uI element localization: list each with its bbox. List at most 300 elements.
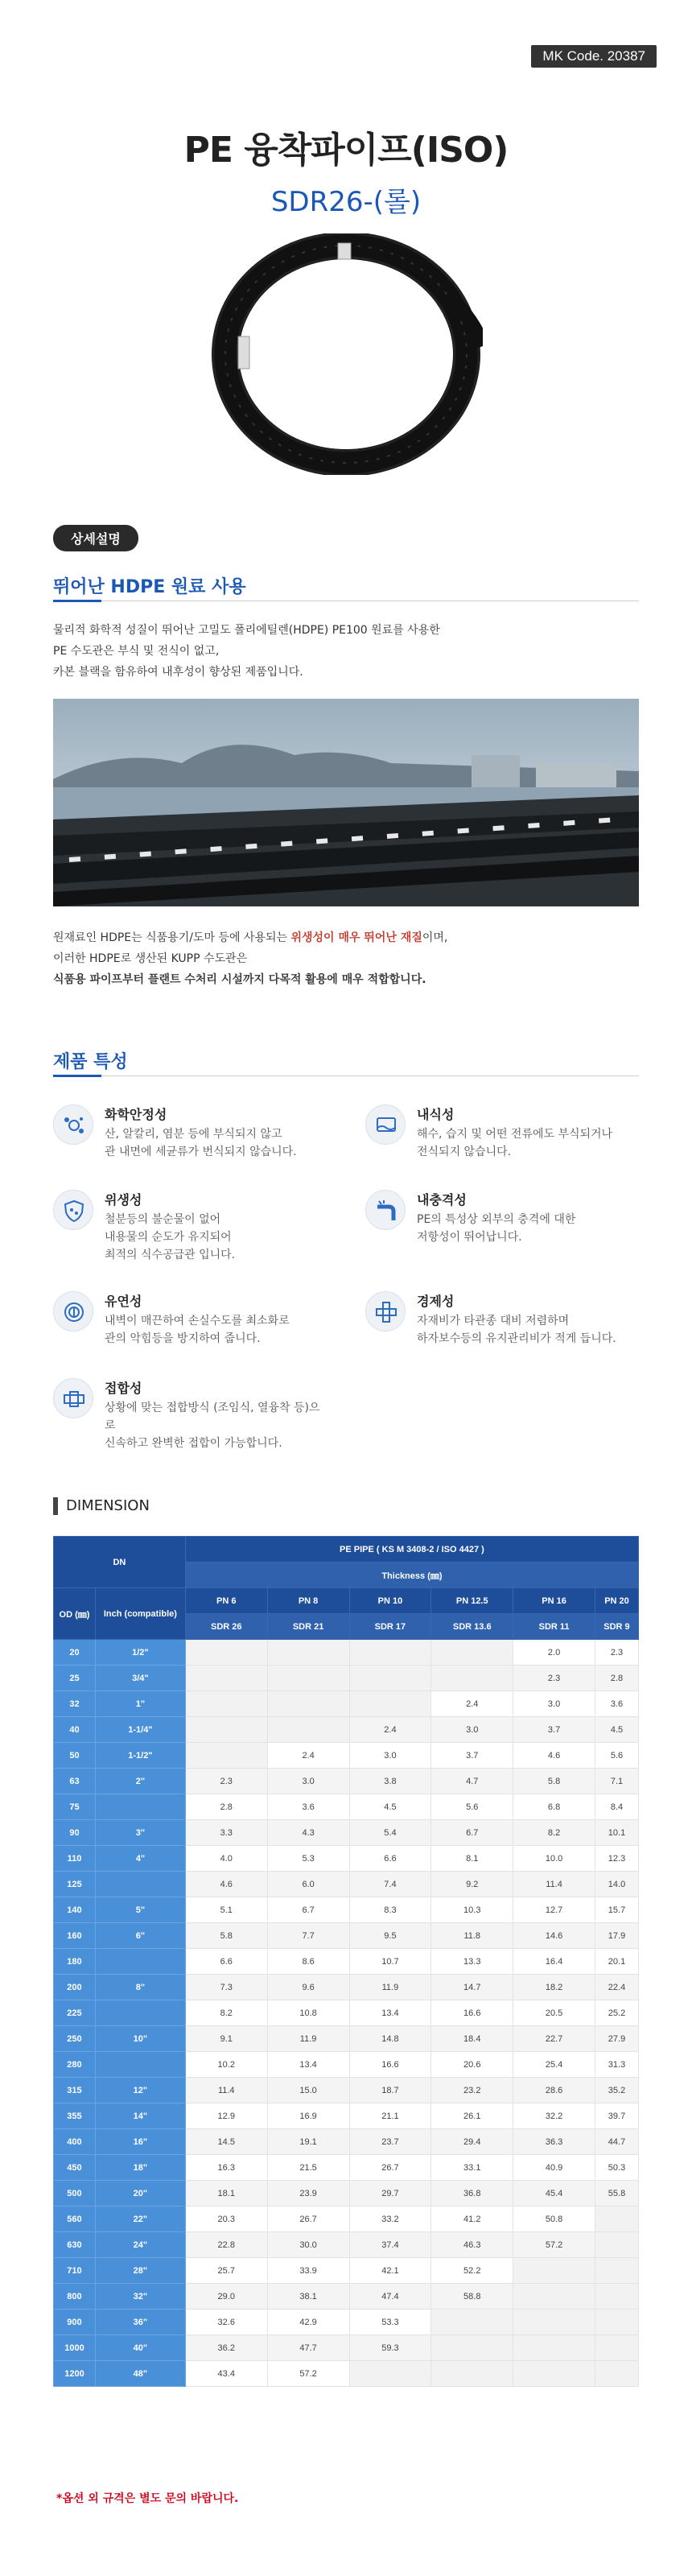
para2-highlight: 위생성이 매우 뛰어난 재질 [290,931,422,944]
feature-line: 신속하고 완벽한 접합이 가능합니다. [105,1437,282,1450]
thickness-cell [431,1640,513,1666]
sdr-header: SDR 11 [513,1614,595,1640]
table-row [54,1820,639,1846]
thickness-cell: 22.7 [513,2026,595,2052]
thickness-cell: 32.6 [185,2310,267,2335]
thickness-cell: 58.8 [431,2284,513,2310]
feature-desc [105,1125,330,1161]
thickness-cell: 9.5 [349,1923,431,1949]
od-cell: 90 [54,1820,96,1846]
od-cell: 630 [54,2232,96,2258]
thickness-cell: 14.6 [513,1923,595,1949]
pn-header: PN 16 [513,1588,595,1614]
sdr-header: SDR 26 [185,1614,267,1640]
thickness-cell: 10.8 [267,2000,349,2026]
detail-paragraph-2 [53,927,447,990]
thickness-cell: 35.2 [595,2078,638,2103]
thickness-cell: 43.4 [185,2361,267,2387]
thickness-cell: 22.4 [595,1975,638,2000]
sdr-header: SDR 13.6 [431,1614,513,1640]
feature-desc [105,1399,330,1452]
feature-desc [105,1211,330,1264]
inch-cell: 6" [95,1923,185,1949]
thickness-cell [595,2284,638,2310]
od-cell: 110 [54,1846,96,1872]
para2-line-3: 식품용 파이프부터 플랜트 수처리 시설까지 다목적 활용에 매우 적합합니다. [53,973,426,986]
thickness-cell: 3.6 [267,1794,349,1820]
thickness-cell [431,2361,513,2387]
inch-cell [95,2000,185,2026]
thickness-cell: 9.2 [431,1872,513,1897]
feature-item [53,1190,327,1262]
od-cell: 125 [54,1872,96,1897]
thickness-cell: 15.7 [595,1897,638,1923]
pn-header: PN 12.5 [431,1588,513,1614]
pipe-impact-icon [365,1190,406,1230]
table-row [54,2232,639,2258]
od-cell: 63 [54,1769,96,1794]
thickness-cell [185,1640,267,1666]
inch-cell: 40" [95,2335,185,2361]
od-cell: 225 [54,2000,96,2026]
thickness-cell: 3.0 [349,1743,431,1769]
thickness-cell: 3.0 [431,1717,513,1743]
thickness-cell: 42.9 [267,2310,349,2335]
thickness-cell: 18.2 [513,1975,595,2000]
economy-icon [365,1291,406,1331]
thickness-cell [349,1666,431,1691]
detail-heading: 뛰어난 HDPE 원료 사용 [53,577,246,597]
thickness-cell: 22.8 [185,2232,267,2258]
thickness-cell: 26.7 [349,2155,431,2181]
feature-item [53,1104,327,1177]
inch-cell: 32" [95,2284,185,2310]
od-cell: 450 [54,2155,96,2181]
od-cell: 280 [54,2052,96,2078]
thickness-cell: 23.9 [267,2181,349,2207]
inch-cell: 24" [95,2232,185,2258]
thickness-cell: 50.3 [595,2155,638,2181]
detail-badge: 상세설명 [53,525,138,551]
thickness-cell: 32.2 [513,2103,595,2129]
thickness-cell: 57.2 [513,2232,595,2258]
table-row [54,1897,639,1923]
divider-accent [53,1075,101,1077]
od-cell: 200 [54,1975,96,2000]
inch-cell: 2" [95,1769,185,1794]
feature-line: 산, 알칼리, 염분 등에 부식되지 않고 [105,1128,282,1141]
inch-cell [95,2052,185,2078]
thickness-cell: 4.6 [185,1872,267,1897]
thickness-cell: 7.1 [595,1769,638,1794]
thickness-cell: 18.4 [431,2026,513,2052]
divider [53,1075,639,1076]
inch-cell: 22" [95,2207,185,2232]
thickness-cell [185,1666,267,1691]
thickness-cell [595,2258,638,2284]
thickness-cell: 47.7 [267,2335,349,2361]
feature-line: PE의 특성상 외부의 충격에 대한 [417,1213,576,1226]
thickness-cell: 33.1 [431,2155,513,2181]
feature-line: 관 내면에 세균류가 번식되지 않습니다. [105,1146,297,1158]
thickness-cell: 5.3 [267,1846,349,1872]
table-row [54,2258,639,2284]
thickness-cell: 8.2 [513,1820,595,1846]
feature-title: 내충격성 [417,1192,467,1208]
table-row [54,2310,639,2335]
feature-desc [417,1211,642,1246]
harbor-pipe-photo [53,699,639,906]
feature-line: 내용물의 순도가 유지되어 [105,1231,232,1244]
dimension-table [53,1536,639,2387]
thickness-cell: 19.1 [267,2129,349,2155]
od-cell: 160 [54,1923,96,1949]
table-row [54,2207,639,2232]
thickness-cell: 42.1 [349,2258,431,2284]
feature-line: 철분등의 불순물이 없어 [105,1213,221,1226]
inch-cell: 28" [95,2258,185,2284]
thickness-cell: 6.7 [267,1897,349,1923]
feature-line: 관의 악힘등을 방지하여 줍니다. [105,1332,261,1345]
thickness-cell: 25.7 [185,2258,267,2284]
table-row [54,2181,639,2207]
thickness-cell: 26.1 [431,2103,513,2129]
table-row [54,2103,639,2129]
inch-cell: 10" [95,2026,185,2052]
thickness-cell: 3.7 [513,1717,595,1743]
thickness-cell: 4.5 [595,1717,638,1743]
thickness-cell: 39.7 [595,2103,638,2129]
thickness-cell: 8.4 [595,1794,638,1820]
thickness-cell: 23.7 [349,2129,431,2155]
thickness-cell: 2.4 [349,1717,431,1743]
thickness-cell: 11.9 [267,2026,349,2052]
inch-cell: 20" [95,2181,185,2207]
thickness-cell: 28.6 [513,2078,595,2103]
divider-accent [53,600,101,602]
para2-text: 원재료인 HDPE는 식품용기/도마 등에 사용되는 [53,931,291,944]
thickness-cell: 4.3 [267,1820,349,1846]
thickness-cell: 7.3 [185,1975,267,2000]
inch-cell: 3/4" [95,1666,185,1691]
thickness-cell [513,2284,595,2310]
thickness-cell: 45.4 [513,2181,595,2207]
para1-line: 물리적 화학적 성질이 뛰어난 고밀도 폴리에틸렌(HDPE) PE100 원료를 사용한 [53,624,440,637]
table-row [54,2129,639,2155]
thickness-cell [185,1717,267,1743]
table-row [54,1794,639,1820]
thickness-cell: 13.4 [267,2052,349,2078]
thickness-cell: 5.8 [513,1769,595,1794]
inch-cell: 18" [95,2155,185,2181]
thickness-cell: 33.2 [349,2207,431,2232]
thickness-cell: 10.0 [513,1846,595,1872]
inch-cell [95,1949,185,1975]
od-cell: 400 [54,2129,96,2155]
table-row [54,1923,639,1949]
thickness-cell: 2.3 [185,1769,267,1794]
thickness-cell: 18.7 [349,2078,431,2103]
thickness-cell: 3.7 [431,1743,513,1769]
thickness-cell: 10.7 [349,1949,431,1975]
thickness-cell: 15.0 [267,2078,349,2103]
thickness-cell: 13.4 [349,2000,431,2026]
thickness-cell: 6.0 [267,1872,349,1897]
weather-icon [365,1104,406,1145]
inch-cell: 8" [95,1975,185,2000]
thickness-cell: 23.2 [431,2078,513,2103]
dimension-heading: DIMENSION [66,1497,150,1514]
feature-desc [105,1312,330,1348]
od-cell: 800 [54,2284,96,2310]
feature-line: 최적의 식수공급관 입니다. [105,1249,236,1261]
od-cell: 1200 [54,2361,96,2387]
od-cell: 315 [54,2078,96,2103]
pn-header: PN 20 [595,1588,638,1614]
thickness-cell: 12.9 [185,2103,267,2129]
od-cell: 75 [54,1794,96,1820]
thickness-cell: 16.6 [431,2000,513,2026]
feature-desc [417,1125,642,1161]
thickness-cell: 8.3 [349,1897,431,1923]
thickness-cell: 7.7 [267,1923,349,1949]
thickness-cell: 36.8 [431,2181,513,2207]
feature-title: 내식성 [417,1107,455,1122]
thickness-cell [267,1717,349,1743]
thickness-cell: 5.8 [185,1923,267,1949]
thickness-cell: 7.4 [349,1872,431,1897]
thickness-cell [349,1691,431,1717]
thickness-cell [595,2335,638,2361]
inch-cell [95,1794,185,1820]
od-cell: 180 [54,1949,96,1975]
inch-cell: 1-1/4" [95,1717,185,1743]
table-row [54,1846,639,1872]
inch-cell: 48" [95,2361,185,2387]
feature-title: 위생성 [105,1192,142,1208]
od-cell: 40 [54,1717,96,1743]
thickness-cell [431,2335,513,2361]
thickness-cell: 59.3 [349,2335,431,2361]
thickness-cell: 57.2 [267,2361,349,2387]
thickness-cell: 46.3 [431,2232,513,2258]
thickness-header: Thickness (㎜) [185,1563,638,1588]
features-heading: 제품 특성 [53,1052,128,1072]
thickness-cell: 38.1 [267,2284,349,2310]
od-cell: 20 [54,1640,96,1666]
thickness-cell: 47.4 [349,2284,431,2310]
thickness-cell: 3.0 [513,1691,595,1717]
thickness-cell: 16.3 [185,2155,267,2181]
thickness-cell: 5.4 [349,1820,431,1846]
thickness-cell: 10.3 [431,1897,513,1923]
thickness-cell [267,1666,349,1691]
table-row [54,1691,639,1717]
table-row [54,1640,639,1666]
thickness-cell: 9.1 [185,2026,267,2052]
thickness-cell: 9.6 [267,1975,349,2000]
thickness-cell: 29.7 [349,2181,431,2207]
thickness-cell [513,2335,595,2361]
detail-paragraph-1 [53,620,440,683]
feature-line: 상황에 맞는 접합방식 (조임식, 열융착 등)으로 [105,1402,320,1432]
joint-icon [53,1378,93,1418]
od-cell: 250 [54,2026,96,2052]
product-title: PE 융착파이프(ISO) [183,130,509,171]
thickness-cell: 20.5 [513,2000,595,2026]
dimension-marker [53,1497,58,1515]
od-cell: 500 [54,2181,96,2207]
thickness-cell: 16.6 [349,2052,431,2078]
inch-cell: 1/2" [95,1640,185,1666]
table-row [54,2335,639,2361]
thickness-cell [595,2232,638,2258]
thickness-cell: 36.2 [185,2335,267,2361]
inch-cell: 4" [95,1846,185,1872]
pn-header: PN 8 [267,1588,349,1614]
thickness-cell: 18.1 [185,2181,267,2207]
thickness-cell: 4.7 [431,1769,513,1794]
inch-cell: 1" [95,1691,185,1717]
feature-item [365,1104,639,1177]
thickness-cell [513,2258,595,2284]
chemical-icon [53,1104,93,1145]
feature-title: 경제성 [417,1294,455,1309]
inch-cell: 12" [95,2078,185,2103]
table-row [54,1872,639,1897]
od-cell: 50 [54,1743,96,1769]
thickness-cell: 44.7 [595,2129,638,2155]
thickness-cell: 4.5 [349,1794,431,1820]
thickness-cell [595,2310,638,2335]
thickness-cell: 36.3 [513,2129,595,2155]
table-row [54,1949,639,1975]
thickness-cell: 21.5 [267,2155,349,2181]
thickness-cell: 16.9 [267,2103,349,2129]
thickness-cell: 6.7 [431,1820,513,1846]
para1-line: 카본 블랙을 함유하여 내후성이 향상된 제품입니다. [53,666,303,679]
inch-cell: 36" [95,2310,185,2335]
thickness-cell [513,2310,595,2335]
thickness-cell [431,2310,513,2335]
thickness-cell: 29.0 [185,2284,267,2310]
sdr-header: SDR 17 [349,1614,431,1640]
thickness-cell: 50.8 [513,2207,595,2232]
thickness-cell: 3.8 [349,1769,431,1794]
feature-line: 하자보수등의 유지관리비가 적게 듭니다. [417,1332,616,1345]
thickness-cell: 17.9 [595,1923,638,1949]
group-header: PE PIPE ( KS M 3408-2 / ISO 4427 ) [185,1537,638,1563]
thickness-cell: 2.3 [513,1666,595,1691]
thickness-cell: 8.2 [185,2000,267,2026]
feature-line: 자재비가 타관종 대비 저렴하며 [417,1315,570,1327]
feature-item [365,1291,639,1364]
thickness-cell: 41.2 [431,2207,513,2232]
thickness-cell: 31.3 [595,2052,638,2078]
thickness-cell: 14.5 [185,2129,267,2155]
thickness-cell: 3.3 [185,1820,267,1846]
para2-line-1 [53,927,447,948]
thickness-cell [185,1691,267,1717]
thickness-cell [267,1640,349,1666]
od-cell: 710 [54,2258,96,2284]
sdr-header: SDR 21 [267,1614,349,1640]
table-row [54,2155,639,2181]
thickness-cell: 10.1 [595,1820,638,1846]
thickness-cell: 4.0 [185,1846,267,1872]
mk-code-badge: MK Code. 20387 [531,45,657,68]
inch-cell: 14" [95,2103,185,2129]
inch-cell: 16" [95,2129,185,2155]
thickness-cell: 12.7 [513,1897,595,1923]
od-cell: 355 [54,2103,96,2129]
thickness-cell [349,1640,431,1666]
feature-line: 전식되지 않습니다. [417,1146,512,1158]
table-row [54,2052,639,2078]
para2-text: 이며, [422,931,448,944]
od-cell: 25 [54,1666,96,1691]
inch-cell [95,1872,185,1897]
table-row [54,2078,639,2103]
thickness-cell: 2.0 [513,1640,595,1666]
inch-cell: 5" [95,1897,185,1923]
thickness-cell: 14.8 [349,2026,431,2052]
thickness-cell: 5.6 [595,1743,638,1769]
feature-title: 유연성 [105,1294,142,1309]
thickness-cell: 11.9 [349,1975,431,2000]
feature-line: 내벽이 매끈하여 손실수도를 최소화로 [105,1315,290,1327]
thickness-cell: 2.3 [595,1640,638,1666]
thickness-cell: 55.8 [595,2181,638,2207]
para2-line-2: 이러한 HDPE로 생산된 KUPP 수도관은 [53,952,248,965]
table-row [54,2361,639,2387]
thickness-cell [431,1666,513,1691]
thickness-cell: 6.8 [513,1794,595,1820]
thickness-cell: 27.9 [595,2026,638,2052]
thickness-cell: 14.0 [595,1872,638,1897]
thickness-cell: 20.6 [431,2052,513,2078]
thickness-cell: 40.9 [513,2155,595,2181]
thickness-cell: 2.4 [267,1743,349,1769]
thickness-cell: 8.6 [267,1949,349,1975]
thickness-cell: 5.1 [185,1897,267,1923]
thickness-cell: 11.8 [431,1923,513,1949]
thickness-cell: 33.9 [267,2258,349,2284]
inch-header: Inch (compatible) [95,1588,185,1640]
feature-title: 접합성 [105,1381,142,1396]
thickness-cell: 4.6 [513,1743,595,1769]
feature-desc [417,1312,642,1348]
thickness-cell: 29.4 [431,2129,513,2155]
table-row [54,1769,639,1794]
flow-icon [53,1291,93,1331]
thickness-cell [595,2207,638,2232]
table-row [54,1975,639,2000]
thickness-cell: 30.0 [267,2232,349,2258]
thickness-cell: 11.4 [185,2078,267,2103]
table-row [54,1743,639,1769]
thickness-cell: 2.8 [185,1794,267,1820]
thickness-cell [185,1743,267,1769]
para1-line: PE 수도관은 부식 및 전식이 없고, [53,645,220,658]
thickness-cell: 11.4 [513,1872,595,1897]
feature-item [365,1190,639,1262]
table-row [54,2000,639,2026]
table-row [54,1666,639,1691]
thickness-cell: 5.6 [431,1794,513,1820]
od-cell: 32 [54,1691,96,1717]
thickness-cell: 8.1 [431,1846,513,1872]
